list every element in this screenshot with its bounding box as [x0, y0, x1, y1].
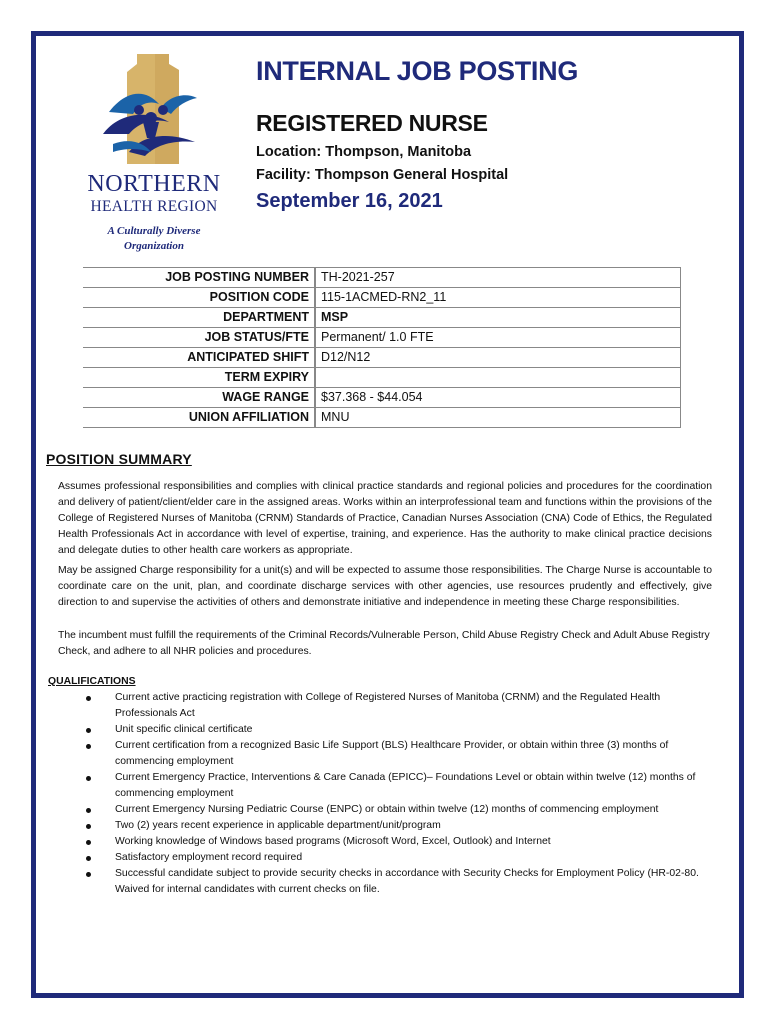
- row-label: JOB STATUS/FTE: [83, 328, 315, 348]
- bullet-icon: [86, 840, 91, 845]
- row-value: $37.368 - $44.054: [315, 388, 681, 408]
- row-label: UNION AFFILIATION: [83, 408, 315, 428]
- qualification-text: Current certification from a recognized Basic Life Support (BLS) Healthcare Provider, or obtain within three (3) months of commencing employment: [115, 740, 669, 767]
- row-label: WAGE RANGE: [83, 388, 315, 408]
- table-row: [83, 348, 681, 368]
- bullet-icon: [86, 856, 91, 861]
- logo-tagline: A Culturally Diverse Organization: [107, 225, 201, 252]
- qualification-text: Working knowledge of Windows based programs (Microsoft Word, Excel, Outlook) and Internet: [115, 836, 551, 847]
- qualification-text: Current Emergency Practice, Interventions & Care Canada (EPICC)– Foundations Level or obtain within twelve (12) months of commencing employment: [115, 772, 696, 799]
- summary-paragraph-3: The incumbent must fulfill the requirements of the Criminal Records/Vulnerable Person, Child Abuse Registry Check and Adult Abuse Registry Check, and adhere to all NHR policies and procedures.: [58, 630, 710, 657]
- job-info-table: [83, 267, 681, 428]
- row-value: 115-1ACMED-RN2_11: [315, 288, 681, 308]
- qualification-text: Satisfactory employment record required: [115, 852, 303, 863]
- logo-line-2: HEALTH REGION: [90, 198, 218, 215]
- list-item: [86, 850, 716, 866]
- bullet-icon: [86, 808, 91, 813]
- position-title: REGISTERED NURSE: [256, 110, 488, 136]
- summary-paragraph-1: Assumes professional responsibilities and complies with clinical practice standards and regional policies and procedures for the coordination and delivery of patient/client/elder care in the assigned areas. Works within an interprofessional team and functions within the provisions of the College of Registered Nurses of Manitoba (CRNM) Standards of Practice, Canadian Nurses Association (CNA) Code of Ethics, the Regulated Health Professionals Act in accordance with level of expertise, training, and experience. Has the authority to make clinical practice decisions and delegate duties to other health care workers as appropriate.: [58, 481, 712, 556]
- row-label: JOB POSTING NUMBER: [83, 268, 315, 288]
- list-item: [86, 690, 716, 722]
- qualification-text: Successful candidate subject to provide security checks in accordance with Security Checks for Employment Policy (HR-02-80. Waived for internal candidates with current checks on file.: [115, 868, 699, 895]
- bullet-icon: [86, 696, 91, 701]
- bullet-icon: [86, 776, 91, 781]
- table-row: [83, 308, 681, 328]
- logo-wordmark: [79, 172, 229, 215]
- list-item: [86, 866, 716, 898]
- qualifications-list: [86, 690, 716, 898]
- table-row: [83, 368, 681, 388]
- row-value: TH-2021-257: [315, 268, 681, 288]
- row-label: ANTICIPATED SHIFT: [83, 348, 315, 368]
- qualification-text: Current active practicing registration with College of Registered Nurses of Manitoba (CRNM) and the Regulated Health Professionals Act: [115, 692, 661, 719]
- list-item: [86, 818, 716, 834]
- bullet-icon: [86, 728, 91, 733]
- posting-title: INTERNAL JOB POSTING: [256, 56, 579, 86]
- list-item: [86, 738, 716, 770]
- list-item: [86, 802, 716, 818]
- row-value: MNU: [315, 408, 681, 428]
- northern-health-logo: [79, 52, 229, 257]
- list-item: [86, 722, 716, 738]
- bullet-icon: [86, 872, 91, 877]
- position-summary-heading: POSITION SUMMARY: [46, 451, 192, 467]
- bullet-icon: [86, 824, 91, 829]
- facility-line: Facility: Thompson General Hospital: [256, 167, 509, 183]
- row-label: POSITION CODE: [83, 288, 315, 308]
- row-label: DEPARTMENT: [83, 308, 315, 328]
- qualification-text: Two (2) years recent experience in applicable department/unit/program: [115, 820, 441, 831]
- qualifications-heading: QUALIFICATIONS: [48, 676, 136, 687]
- qualification-text: Unit specific clinical certificate: [115, 724, 253, 735]
- list-item: [86, 834, 716, 850]
- summary-paragraph-2: May be assigned Charge responsibility for a unit(s) and will be expected to assume those responsibilities. The Charge Nurse is accountable to coordinate care on the unit, plan, and coordinate discharge services with other agencies, use resources prudently and effectively, give direction to and supervise the activities of others and demonstrate initiative and independence in meeting these Charge responsibilities.: [58, 565, 712, 608]
- row-value: D12/N12: [315, 348, 681, 368]
- row-value: [315, 368, 681, 388]
- logo-line-1: NORTHERN: [87, 171, 221, 197]
- table-row: [83, 268, 681, 288]
- manitoba-province-emblem-icon: [99, 52, 209, 170]
- list-item: [86, 770, 716, 802]
- table-row: [83, 288, 681, 308]
- qualification-text: Current Emergency Nursing Pediatric Course (ENPC) or obtain within twelve (12) months of commencing employment: [115, 804, 659, 815]
- bullet-icon: [86, 744, 91, 749]
- table-row: [83, 388, 681, 408]
- location-line: Location: Thompson, Manitoba: [256, 144, 472, 160]
- table-row: [83, 408, 681, 428]
- row-label: TERM EXPIRY: [83, 368, 315, 388]
- table-row: [83, 328, 681, 348]
- row-value: Permanent/ 1.0 FTE: [315, 328, 681, 348]
- row-value: MSP: [315, 308, 681, 328]
- posting-date: September 16, 2021: [256, 190, 443, 212]
